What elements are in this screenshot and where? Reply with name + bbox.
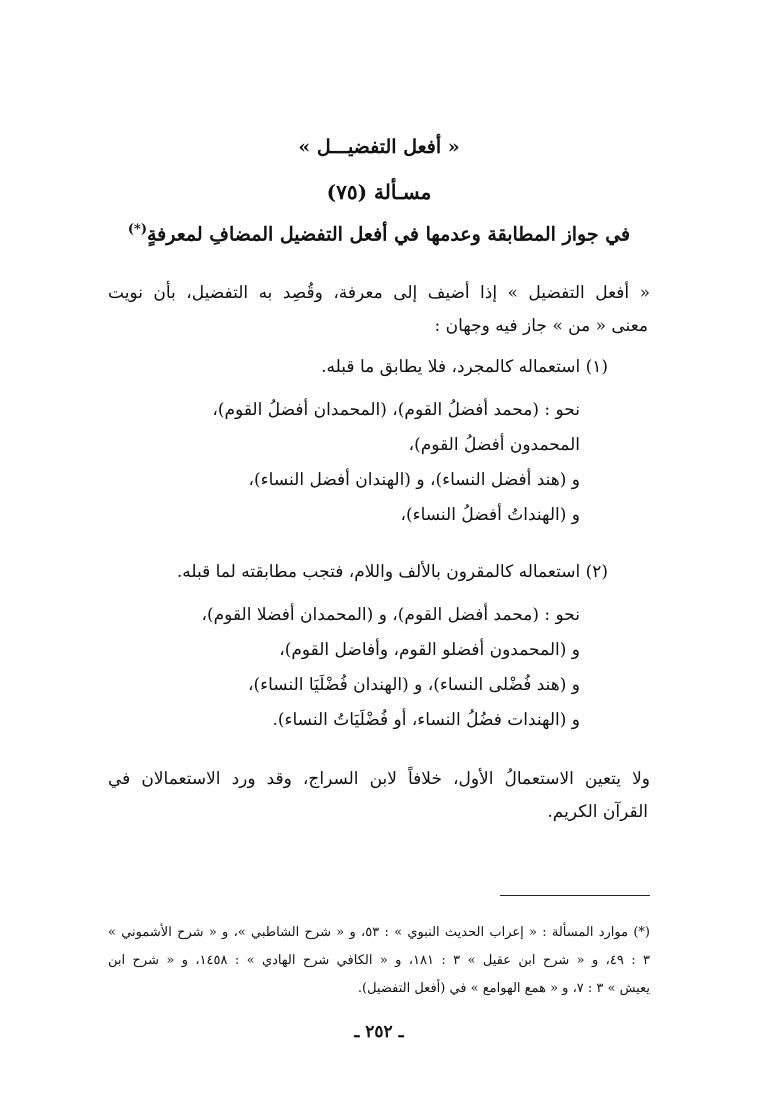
usage-one-example-4: و (الهنداتُ أفضلُ النساء)، bbox=[400, 505, 580, 525]
intro-line-1: « أفعل التفضيل » إذا أضيف إلى معرفة، وقُصِد به التفضيل، بأن نويت bbox=[108, 283, 650, 303]
intro-line-2: معنى « من » جاز فيه وجهان : bbox=[434, 316, 648, 336]
footnote-line-3: يعيش » ٣ : ٧، و « همع الهوامع » في (أفعل التفضيل). bbox=[357, 981, 650, 996]
issue-subtitle bbox=[40, 222, 718, 245]
usage-one-example-1: نحو : (محمد أفضلُ القوم)، (المحمدان أفضلُ القوم)، bbox=[212, 400, 580, 420]
conclusion-line-1: ولا يتعين الاستعمالُ الأول، خلافاً لابن السراج، وقد ورد الاستعمالان في bbox=[108, 769, 650, 789]
footnote-marker: (*) bbox=[127, 222, 147, 237]
issue-title: مسـألة (٧٥) bbox=[326, 180, 432, 204]
chapter-title: « أفعل التفضيـــل » bbox=[298, 136, 460, 158]
usage-one-example-3: و (هند أفضل النساء)، و (الهندان أفضل النساء)، bbox=[248, 470, 580, 490]
footnote-line-1: (*) موارد المسألة : « إعراب الحديث النبوي » : ٥٣، و « شرح الشاطبي »، و « شرح الأشموني » bbox=[108, 925, 650, 940]
issue-subtitle-text: في جواز المطابقة وعدمها في أفعل التفضيل المضافِ لمعرفةٍ bbox=[146, 223, 631, 246]
usage-two-heading: (٢) استعماله كالمقرون بالألف واللام، فتجب مطابقته لما قبله. bbox=[176, 562, 608, 582]
footnote-divider bbox=[500, 895, 650, 896]
usage-one-heading: (١) استعماله كالمجرد، فلا يطابق ما قبله. bbox=[321, 357, 608, 377]
usage-two-example-3: و (هند فُضْلى النساء)، و (الهندان فُضْلَيَا النساء)، bbox=[248, 675, 580, 695]
usage-one-example-2: المحمدون أفضلُ القوم)، bbox=[408, 435, 580, 455]
conclusion-line-2: القرآن الكريم. bbox=[547, 802, 648, 822]
usage-two-example-4: و (الهندات فضُلُ النساء، أو فُضْلَيَاتُ النساء). bbox=[272, 710, 580, 730]
usage-two-example-2: و (المحمدون أفضلو القوم، وأفاضل القوم)، bbox=[279, 640, 580, 660]
footnote-line-2: ٣ : ٤٩، و « شرح ابن عقيل » ٣ : ١٨١، و « الكافي شرح الهادي » : ١٤٥٨، و « شرح ابن bbox=[108, 953, 650, 968]
page-number: ـ ٢٥٢ ـ bbox=[354, 1022, 404, 1042]
usage-two-example-1: نحو : (محمد أفضل القوم)، و (المحمدان أفضلا القوم)، bbox=[201, 605, 580, 625]
